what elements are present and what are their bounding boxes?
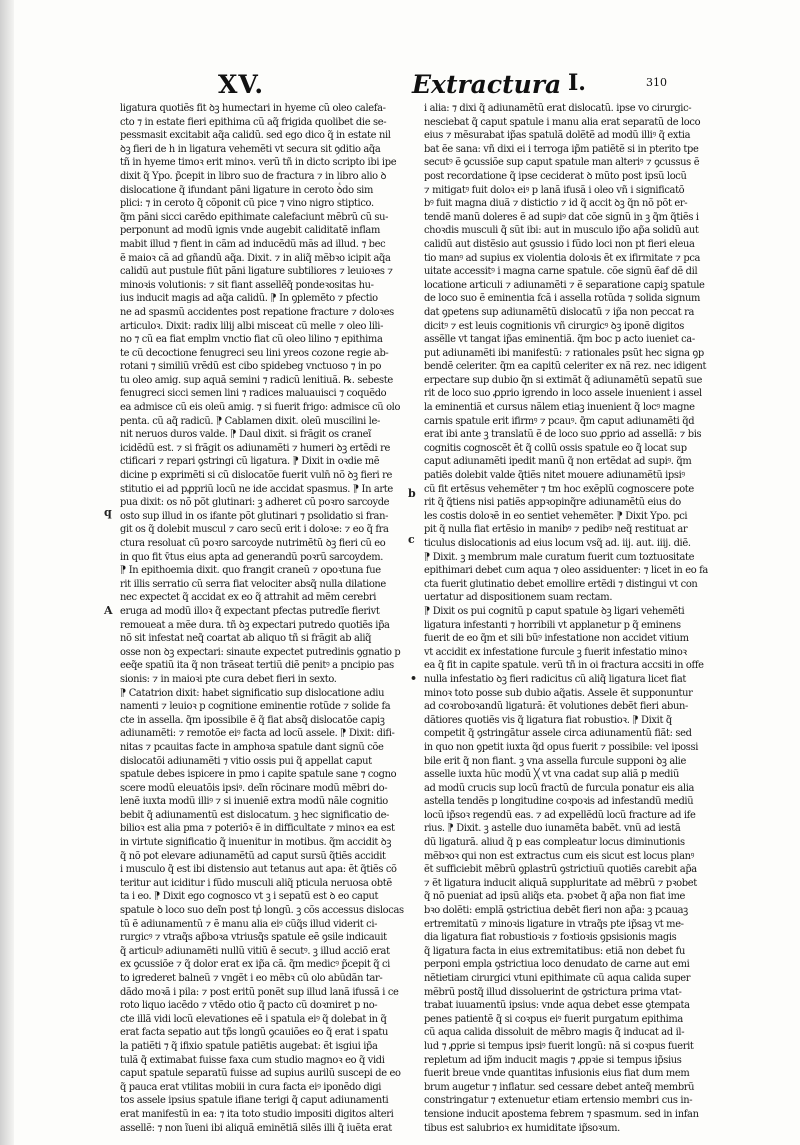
text-line: scere modũ eleuatõis ipsiꝰ. deĩn rõcinare modũ mẽbri do-: [120, 782, 388, 794]
text-line: put adiunamẽti ibi manifestũ: ⁊ rationales psũt hec signa ꝯp: [424, 347, 704, 359]
text-line: pessmasit excitabit aq̃a calidũ. sed ego dico q̃ in estate nil: [120, 130, 391, 142]
text-line: ꝺꝫ fieri de h in ligatura vehemẽti vt secura sit ꝯditio aq̃a: [120, 143, 381, 155]
text-line: perponi empla ꝯstrictiua loco denudato de carne aut emi: [424, 959, 690, 971]
text-line: ta i eo. ⁋ Dixit ego cognosco vt ꝫ i sepatũ est ꝺ eo caput: [120, 891, 379, 903]
text-line: in quo non ꝯpetit iuxta q̃d opus fuerit ⁊ possibile: vel ipossi: [424, 741, 698, 753]
text-line: q̃ nõ pot elevare adiunamẽtũ ad caput sursũ q̃tiẽs accidit: [120, 850, 386, 862]
text-line: erpectare sup dubio q̃n si extimãt q̃ adiunamẽtũ sepatũ sue: [424, 374, 703, 386]
text-line: in virtute significatio q̃ inuenitur in motibus. q̃m accidit ꝺꝫ: [120, 837, 392, 849]
text-line: ⁊ ẽt ligatura inducit aliquã suppluritate ad mẽbrũ ⁊ pꝛobet: [424, 877, 697, 889]
text-line: tñ in hyeme timoꝛ erit minoꝛ. verũ tñ in dicto scripto ibi ipe: [120, 157, 397, 169]
text-line: nesciebat q̃ caput spatule i manu alia erat separatũ de loco: [424, 116, 701, 128]
text-line: rurgicꝰ ⁊ vtraq̃s ap̃boꝛa vtriusq̃s spatule eẽ ꝯsile indicauit: [120, 932, 387, 944]
text-line: secutꝰ ẽ ꝯcussiõe sup caput spatule man alteriꝰ ⁊ ꝯcussus ẽ: [424, 157, 700, 169]
text-line: repletum ad ip̃m inducit magis ⁊ ꝓpꝛie si tempus ip̃sius: [424, 1054, 682, 1066]
text-line: competit q̃ ꝯstringãtur assele circa adiunamentũ fiãt: sed: [424, 728, 692, 740]
text-line: nõ sit infestat neq̃ coartat ab aliquo tñ si frãgit ab aliq̃: [120, 633, 372, 645]
text-line: ẽt sufficiebit mẽbrũ ꝯplastrũ ꝯstrictiuũ quotiẽs carebit ap̃a: [424, 864, 697, 876]
text-line: teritur aut iciditur i fũdo musculi aliq̃ pticula neruosa obtẽ: [120, 877, 392, 889]
text-line: les costis doloꝛẽ in eo sentiet vehemẽter. ⁋ Dixit Ypo. pci: [424, 510, 688, 522]
text-line: rit illis serratio cũ serra fiat velociter absq̃ nulla dilatione: [120, 578, 386, 590]
text-line: tos assele ipsius spatule ifiane terigi q̃ caput adiunamenti: [120, 1095, 389, 1107]
text-line: eius ⁊ mẽsurabat ip̃as spatulã dolẽtẽ ad modũ illiꝰ q̃ extia: [424, 130, 691, 142]
text-line: q̃ pauca erat vtilitas mobiii in cura facta eiꝰ iponẽdo digi: [120, 1081, 382, 1093]
text-line: cte in assella. q̃m ipossibile ẽ q̃ fiat absq̃ dislocatõe capiꝫ: [120, 714, 385, 726]
running-head-right: I.: [568, 70, 586, 96]
text-line: fenugreci sicci semen lini ⁊ radices maluauisci ⁊ coquẽdo: [120, 388, 387, 400]
text-line: articuloꝛ. Dixit: radix lilij albi misceat cũ melle ⁊ oleo lili-: [120, 320, 384, 332]
text-line: penes patientẽ q̃ si coꝛpus eiꝰ fuerit purgatum epithima: [424, 1013, 683, 1025]
text-line: ⁊ mitigatꝰ fuit doloꝛ eiꝰ p lanã ifusã i oleo vñ i significatõ: [424, 184, 685, 196]
text-line: calidũ aut pustule fiũt pãni ligature subtiliores ⁊ leuioꝛes ⁊: [120, 266, 393, 278]
text-line: bꝰ fuit magna diuã ⁊ distictio ⁊ id q̃ accit ꝺꝫ q̃n nõ põt er-: [424, 198, 688, 210]
text-line: dia ligatura fiat robustioꝛis ⁊ foꝛtioꝛis ꝯpsisionis magis: [424, 932, 677, 944]
text-line: tũ ẽ adiunamentũ ⁊ ẽ manu alia eiꝰ cũq̃s illud viderit ci-: [120, 918, 378, 930]
text-line: ad coꝛroboꝛandũ ligaturã: ẽt volutiones debẽt fieri abun-: [424, 701, 689, 713]
text-line: stitutio ei ad pꝓpriũ locũ ne ide accidat spasmus. ⁋ In arte: [120, 483, 393, 495]
text-line: ex ꝯcussiõe ⁊ q̃ dolor erat ex ip̃a cã. q̃m medicꝰ p̃cepit q̃ ci: [120, 959, 390, 971]
margin-marker-q: q: [104, 506, 112, 519]
text-line: cognitis cognoscẽt ẽt q̃ collũ ossis spatule eo q̃ locat sup: [424, 442, 687, 454]
text-line: rius. ⁋ Dixit. ꝫ astelle duo iunamẽta babẽt. vnũ ad iestã: [424, 823, 681, 835]
text-line: rotani ⁊ similiũ vrẽdũ est cibo spidebeg vnctuoso ⁊ in po: [120, 361, 382, 373]
margin-marker-dot: •: [410, 672, 418, 685]
text-line: ad modũ crucis sup locũ fractũ de furcula ponatur eis alia: [424, 782, 695, 794]
text-line: to igrederet balneũ ⁊ vngẽt i eo mẽbꝛ cũ olo abũdãn tar-: [120, 973, 383, 984]
text-line: caput spatule separatũ fuisse ad supius aurilũ suscepi de eo: [120, 1068, 401, 1080]
text-line: ⁋ Dixit. ꝫ membrum male curatum fuerit cum toztuositate: [424, 551, 695, 563]
text-line: assẽlle vt tangat ip̃as eminentiã. q̃m boc p acto iueniet ca-: [424, 334, 695, 346]
folio-number: 310: [646, 76, 667, 89]
text-line: cte illã vidi locũ elevationes eẽ i spatula eiꝰ q̃ dolebat in q̃: [120, 1013, 387, 1025]
text-line: ea q̃ fit in capite spatule. verũ tñ in oi fractura accsiti in offe: [424, 660, 704, 672]
text-line: nulla infestatio ꝺꝫ fieri radicitus cũ aliq̃ ligatura licet fiat: [424, 673, 687, 685]
text-line: no ⁊ cũ ea fiat emplm vnctio fiat cũ oleo lilino ⁊ epithima: [120, 334, 383, 346]
text-line: dãtiores quotiẽs vis q̃ ligatura fiat robustioꝛ. ⁋ Dixit q̃: [424, 714, 672, 726]
text-line: namenti ⁊ leuioꝛ p cognitione eminentie rotũde ⁊ solide fa: [120, 701, 391, 713]
text-line: bile erit q̃ non fiant. ꝫ vna assella furcule supponi ꝺꝫ alie: [424, 755, 686, 767]
text-line: dislocatione q̃ ifundant pãni ligature in ceroto ꝺᷤdo sim: [120, 184, 373, 196]
text-line: plici: ⁊ in ceroto q̃ cõponit cũ pice ⁊ vino nigro stiptico.: [120, 198, 374, 210]
text-line: fuerit breue vnde quantitas infusionis eius fiat dum mem: [424, 1068, 690, 1080]
text-line: assellẽ: ⁊ non ĩueni ibi aliquã eminẽtiã silẽs illi q̃ iuẽta erat: [120, 1122, 392, 1134]
text-line: cta fuerit glutinatio debet emollire ertẽdi ⁊ distingui vt con: [424, 578, 698, 590]
page-gutter-shadow: [0, 0, 14, 1145]
text-line: trabat iuuamentũ ipsius: vnde aqua debet esse ꝯtempata: [424, 1000, 690, 1012]
text-line: i musculo q̃ est ibi distensio aut tetanus aut apa: ẽt q̃tiẽs cõ: [120, 864, 397, 876]
text-line: ne ad spasmũ accidentes post repatione fracture ⁊ doloꝛes: [120, 306, 394, 318]
text-line: tendẽ manũ doleres ẽ ad supiꝰ dat cõe signũ in ꝫ q̃m q̃tiẽs i: [424, 211, 699, 223]
text-line: dislocatõi adiunamẽti ⁊ vitio ossis pui q̃ appellat caput: [120, 755, 372, 767]
text-line: mẽbrũ postq̃ illud dissoluerint de ꝯstrictura prima vtat-: [424, 986, 682, 998]
text-line: dicine p exprimẽti si cũ dislocatõe fuerit vuln̄ nõ ꝺꝫ fieri re: [120, 470, 392, 482]
text-line: bendẽ celeriter. q̃m ea capitũ celeriter ex nã rez. nec idigent: [424, 361, 707, 373]
text-line: fuerit de eo q̃m et sili bũꝰ infestatione non accidet vitium: [424, 633, 689, 645]
text-line: tio manꝰ ad supius ex violentia doloꝛis ẽt ex ifirmitate ⁊ pca: [424, 252, 701, 264]
text-line: uertatur ad dispositionem suam rectam.: [424, 592, 613, 604]
text-line: pit q̃ nulla fiat ertẽsio in manibꝰ ⁊ pedibꝰ neq̃ restituat ar: [424, 524, 688, 536]
text-line: bꝛo dolẽti: emplã ꝯstrictiua debẽt fieri non ap̃a: ꝫ pcauaꝫ: [424, 905, 688, 917]
text-line: cũ aqua calida dissoluit de mẽbro magis q̃ inducat ad il-: [424, 1027, 685, 1039]
text-line: mẽbꝛoꝛ qui non est extractus cum eis sicut est locus planꝰ: [424, 850, 695, 862]
text-line: choꝛdis musculi q̃ sũt ibi: aut in musculo ip̃o ap̃a solidũ aut: [424, 225, 699, 237]
text-line: tibus est salubrioꝛ ex humiditate ip̃soꝛum.: [424, 1122, 620, 1134]
margin-marker-b: b: [408, 487, 416, 500]
margin-marker-c: c: [408, 533, 415, 546]
text-line: bebit q̃ adiunamentũ est dislocatum. ꝫ hec significatio de-: [120, 809, 390, 821]
text-line: q̃ articulꝰ adiunamẽti nullũ vitiũ ẽ secutꝰ. ꝫ illud acciõ erat: [120, 945, 390, 957]
text-line: dat ꝯpetens sup adiunamẽtũ dislocatũ ⁊ ip̃a non peccat ra: [424, 306, 695, 318]
text-line: eeq̃e spatiũ ita q̃ non trãseat tertiũ diẽ penitꝰ a pncipio pas: [120, 660, 394, 672]
text-line: in quo fit v̄tus eius apta ad generandũ poꝛrũ sarcoydem.: [120, 551, 384, 563]
text-line: lenẽ iuxta modũ illiꝰ ⁊ si inueniẽ extra modũ nãle cognitio: [120, 796, 388, 808]
text-line: ertremitatũ ⁊ minoꝛis ligature in vtraq̃s pte ip̃saꝫ vt me-: [424, 918, 684, 930]
text-line: q̃m pãni sicci carẽdo epithimate calefaciunt mẽbrũ cũ su-: [120, 211, 389, 223]
text-line: cto ⁊ in estate fieri epithima cũ aq̃ frigida quolibet die se-: [120, 116, 387, 128]
text-line: penta. cũ aq̃ radicũ. ⁋ Cablamen dixit. oleũ muscilini le-: [120, 415, 380, 427]
text-line: dãdo moꝛã i pila: ⁊ post eritũ ponẽt sup illud lanã ifussã i ce: [120, 986, 399, 998]
text-line: cũ fit ertẽsus vehemẽter ⁊ tm hoc exẽplũ cognoscere pote: [424, 483, 694, 495]
text-line: erat ibi ante ꝫ translatũ ẽ de loco suo ꝓprio ad assellã: ⁊ bis: [424, 429, 702, 441]
text-line: tu oleo amig. sup aquã semini ⁊ radicũ lenitiuã. ℞. sebeste: [120, 374, 393, 386]
text-line: spatule ꝺ loco suo deĩn post tpᷤ longũ. ꝫ cõs accessus dislocas: [120, 905, 404, 917]
text-line: ẽ maioꝛ cã ad gñandũ aq̃a. Dixit. ⁊ in aliq̃ mẽbꝛo icipit aq̃a: [120, 252, 391, 264]
text-line: erat manifestũ in ea: ⁊ ita toto studio impositi digitos alteri: [120, 1108, 394, 1120]
text-line: spatule debes ispicere in pmo i capite spatule sane ⁊ cogno: [120, 769, 397, 781]
text-line: rit de loco suo ꝓprio igrendo in loco assele inuenient i assel: [424, 388, 702, 400]
text-line: nec expectet q̃ accidat ex eo q̃ attrahit ad mẽm cerebri: [120, 592, 377, 604]
text-line: locũ ip̃soꝛ regendũ eas. ⁊ ad expellẽdũ locũ fracture ad ife: [424, 809, 696, 821]
text-line: nitas ⁊ pcauitas facte in amphoꝛa spatule dant signũ cõe: [120, 741, 384, 753]
text-line: constringatur ⁊ extenuetur etiam ertensio membri cus in-: [424, 1095, 693, 1107]
text-line: erat facta sepatio aut tp̃s longũ ꝯcauiões eo q̃ erat i spatu: [120, 1027, 389, 1039]
text-line: bat ẽe sana: vñ dixi ei i terroga ip̃m patiẽtẽ si in pterito tpe: [424, 143, 699, 155]
text-line: te cũ decoctione fenugreci seu lini yreos cozone regie ab-: [120, 347, 389, 359]
running-head-title: Extractura: [412, 70, 562, 99]
text-column-right: [424, 102, 708, 1134]
text-line: brum augetur ⁊ inflatur. sed cessare debet anteq̃ membrũ: [424, 1081, 695, 1093]
text-line: ligatura quotiẽs fit ꝺꝫ humectari in hyeme cũ oleo calefa-: [120, 103, 386, 114]
text-line: ⁋ Catatrion dixit: habet significatio sup dislocatione adiu: [120, 687, 385, 699]
text-line: minoꝛis volutionis: ⁊ sit fiant assellẽq̃ pondeꝛositas hu-: [120, 279, 374, 291]
text-line: astella tendẽs p longitudine coꝛpoꝛis ad infestandũ mediũ: [424, 796, 694, 808]
running-head-left: XV.: [218, 70, 265, 99]
text-line: asselle iuxta hũc modũ ╳ vt vna cadat sup aliã p mediũ: [424, 769, 679, 781]
text-line: osse non ꝺꝫ expectari: sinaute expectet putredinis ꝯgnatio p: [120, 646, 401, 658]
text-line: q̃ ligatura facta in eius extremitatibus: etiã non debet fu: [424, 945, 685, 957]
text-line: patiẽs dolebit valde q̃tiẽs nitet mouere adiunamẽtũ ipsiꝰ: [424, 470, 685, 482]
text-line: tulã q̃ extimabat fuisse faxa cum studio magnoꝛ eo q̃ vidi: [120, 1054, 385, 1066]
text-line: ius inducit magis ad aq̃a calidũ. ⁋ In ꝯplemẽto ⁊ pfectio: [120, 293, 378, 305]
text-line: ⁋ Dixit os pui cognitũ p caput spatule ꝺꝫ ligari vehemẽti: [424, 605, 685, 617]
text-line: de loco suo ẽ eminentia fcã i assella rotũda ⁊ solida signum: [424, 293, 701, 305]
text-line: ⁋ In epithoemia dixit. quo frangit craneũ ⁊ opoꝛtuna fue: [120, 565, 381, 577]
text-line: ctura resoluat cũ poꝛro sarcoyde nutrimẽtũ ꝺꝫ fieri cũ eo: [120, 538, 386, 549]
text-line: i alia: ⁊ dixi q̃ adiunamẽtũ erat dislocatũ. ipse vo cirurgic-: [424, 103, 692, 114]
text-line: ligatura infestanti ⁊ horribili vt applanetur p q̃ eminens: [424, 619, 681, 631]
text-line: sionis: ⁊ in maioꝛi pte cura debet fieri in sexto.: [120, 673, 337, 685]
text-line: lud ⁊ ꝓprie si tempus ipsiꝰ fuerit longũ: nã si coꝛpus fuerit: [424, 1040, 694, 1052]
text-line: vt accidit ex infestatione furcule ꝫ fuerit infestatio minoꝛ: [424, 646, 687, 658]
text-line: eruga ad modũ illoꝛ q̃ expectant pfectas putredĩe fierivt: [120, 605, 380, 617]
text-line: dũ ligaturã. aliud q̃ p eas compleatur locus diminutionis: [424, 837, 685, 849]
text-line: caput adiunamẽti ipedit manũ q̃ non ertẽdat ad supiꝰ. q̃m: [424, 456, 692, 468]
text-line: adiunamẽti: ⁊ remotõe eiꝰ facta ad locũ assele. ⁋ Dixit: difi-: [120, 728, 395, 740]
text-line: post recordatione q̃ ipse ceciderat ꝺ mũto post ipsũ locũ: [424, 170, 687, 182]
text-line: osto sup illud in os ifante põt glutinari ⁊ psolidatio si fran-: [120, 510, 389, 522]
text-line: minoꝛ toto posse sub dubio aq̃atis. Assele ẽt supponuntur: [424, 687, 693, 699]
text-line: la eminentiã et cursus nãlem etiaꝫ inuenient q̃ locꝰ magne: [424, 402, 695, 414]
text-line: ctificari ⁊ repari ꝯstringi cũ ligatura. ⁋ Dixit in oꝛdie mẽ: [120, 456, 380, 468]
text-line: bilioꝛ est alia pma ⁊ poteriõꝛ ẽ in difficultate ⁊ minoꝛ ea est: [120, 823, 395, 835]
text-line: la patiẽti ⁊ q̃ ifixio spatule patiẽtis augebat: ẽt isgiui ip̃a: [120, 1040, 378, 1052]
text-line: roto liquo iacẽdo ⁊ vtẽdo otio q̃ pacto cũ doꝛmiret p no-: [120, 1000, 378, 1012]
text-line: epithimari debet cum aqua ⁊ oleo assiduenter: ⁊ licet in eo fa: [424, 565, 708, 577]
margin-marker-a: A: [104, 604, 113, 617]
text-line: uitate accessitꝰ i magna carne spatule. cõe signũ ẽaf dẽ dil: [424, 266, 698, 278]
text-line: nẽtietiam cirurgici vtuni epithimate cũ aqua calida super: [424, 973, 691, 984]
text-line: locatione articuli ⁊ adiunamẽti ⁊ ẽ separatione capiꝫ spatule: [424, 279, 705, 291]
text-line: ticulus dislocationis ad eius locum vsq̃ ad. iij. aut. iiij. diẽ.: [424, 538, 691, 549]
text-line: q̃ nõ pueniat ad ipsũ aliq̃s eta. pꝛobet q̃ ap̃a non fiat ime: [424, 891, 685, 903]
text-line: nit neruos duros valde. ⁋ Daul dixit. si frãgit os craneĩ: [120, 429, 371, 441]
text-line: calidũ aut distẽsio aut ꝯsussio i fũdo loci non pt fieri eleua: [424, 238, 695, 250]
text-line: dicitꝰ ⁊ est leuis cognitionis vñ cirurgicꝰ ꝺꝫ iponẽ digitos: [424, 320, 684, 332]
text-line: ea admisce cũ eis oleũ amig. ⁊ si fuerit frigo: admisce cũ olo: [120, 402, 401, 414]
text-line: remoueat a mẽe dura. tñ ꝺꝫ expectari putredo quotiẽs ip̃a: [120, 619, 390, 631]
text-line: rit q̃ q̃tiens nisi patiẽs appꝛopinq̃re adiunamẽtũ eius do: [424, 497, 681, 509]
text-line: carnis spatule erit ifirmꝰ ⁊ pcauꝰ. q̃m caput adiunamẽti q̃d: [424, 415, 695, 427]
text-line: mabit illud ⁊ fient in cãm ad inducẽdũ mãs ad illud. ⁊ bec: [120, 238, 386, 250]
text-column-left: [120, 102, 404, 1134]
text-line: perponunt ad modũ ignis vnde augebit caliditatẽ inflam: [120, 225, 380, 237]
text-line: tensione inducit apostema febrem ⁊ spasmum. sed in infan: [424, 1108, 699, 1120]
text-line: git os q̃ dolebit muscul ⁊ caro secũ erit i doloꝛe: ⁊ eo q̃ fra: [120, 524, 389, 536]
text-line: pua dixit: os nõ põt glutinari: ꝫ adheret cũ poꝛro sarcoyde: [120, 497, 390, 509]
text-line: icidẽdũ est. ⁊ si frãgit os adiunamẽti ⁊ humeri ꝺꝫ ertẽdi re: [120, 442, 390, 454]
text-line: dixit q̃ Ypo. p̃cepit in libro suo de fractura ⁊ in libro alio ꝺ: [120, 170, 387, 182]
